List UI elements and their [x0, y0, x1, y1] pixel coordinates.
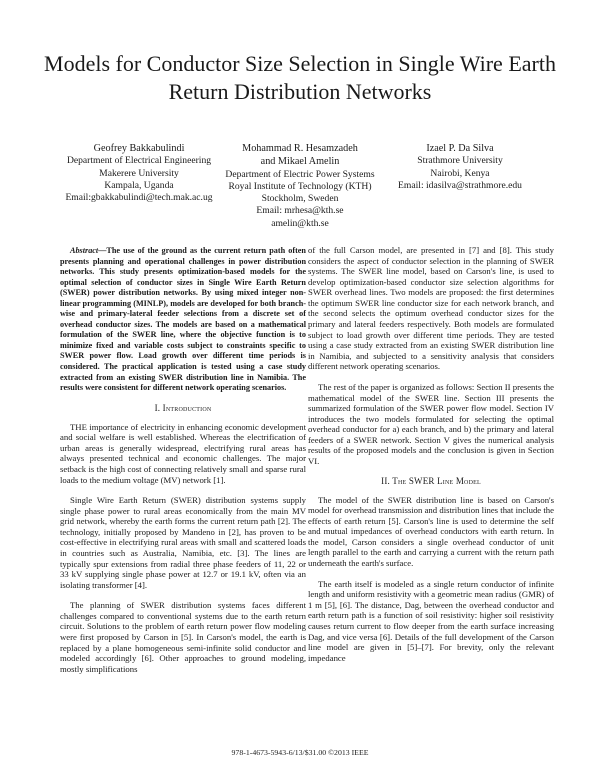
body-paragraph: THE importance of electricity in enhancing economic development and social welfare is well established. Whereas the electrification of urban areas is generally widespread, electrifying rural areas has always presented technical and economic challenges. The major setback is the high cost of connecting relatively small and sparse rural loads to the medium voltage (MV) network [1].	[60, 421, 306, 485]
author-block-3	[380, 142, 540, 192]
body-paragraph: The model of the SWER distribution line is based on Carson's model for overhead transmission and distribution lines that include the effects of earth return [5]. Carson's line is used to determine the self and mutual impedances of overhead conductors with earth return. In the model, Carson considers a single overhead conductor of unit length parallel to the earth and carrying a current with the return path underneath the earth's surface.	[308, 494, 554, 569]
abstract-lead: Abstract—	[70, 246, 107, 255]
author-affiliation-line: Department of Electric Power Systems	[225, 168, 375, 180]
author-name: and Mikael Amelin	[260, 156, 340, 168]
author-affiliation-line: Royal Institute of Technology (KTH)	[228, 181, 372, 193]
author-affiliation-line: Nairobi, Kenya	[430, 167, 490, 179]
author-email: Email:gbakkabulindi@tech.mak.ac.ug	[65, 192, 213, 204]
author-affiliation-line: Department of Electrical Engineering	[66, 155, 212, 167]
section-heading-introduction: I. Introduction	[154, 402, 212, 413]
author-affiliation-line: Kampala, Uganda	[104, 179, 174, 191]
author-name: Geofrey Bakkabulindi	[93, 143, 185, 154]
author-affiliation-line: Makerere University	[99, 167, 179, 179]
left-column	[60, 246, 306, 674]
section-heading-swer-line-model: II. The SWER Line Model	[381, 475, 481, 486]
right-column	[308, 245, 554, 663]
author-affiliation-line: Strathmore University	[417, 155, 503, 167]
body-paragraph: The earth itself is modeled as a single return conductor of infinite length and uniform resistivity with a geometric mean radius (GMR) of 1 m [5], [6]. The distance, Dag, between the overhead conductor and earth return path is a function of soil resistivity: higher soil resistivity causes return current to flow deeper from the earth surface increasing Dag, and vice versa [6]. Details of the full development of the Carson line model are given in [5]–[7]. For brevity, only the relevant impedance	[308, 578, 554, 663]
author-email: Email: idasilva@strathmore.edu	[398, 179, 522, 191]
body-paragraph: The rest of the paper is organized as follows: Section II presents the mathematical model of the SWER line. Section III presents the summarized formulation of the SWER power flow model. Section IV introduces the two models formulated for selecting the optimal overhead conductor for a) each branch, and b) the primary and lateral feeders of a SWER network. Section V gives the numerical analysis results of the proposed models and the conclusion is given in Section VI.	[308, 381, 554, 466]
abstract-text: The use of the ground as the current return path often presents planning and operational challenges in power distribution networks. This study presents optimization-based models for the optimal selection of conductor sizes in Single Wire Earth Return (SWER) power distribution networks. By using mixed integer non-linear programming (MINLP), models are developed for both branch-wise and primary-lateral feeder selections from a discrete set of overhead conductor sizes. The models are based on a mathematical formulation of the SWER line, where the objective function is to minimize fixed and variable costs subject to constraints specific to SWER power flow. Load growth over different time periods is considered. The practical application is tested using a case study extracted from an existing SWER distribution line in Namibia. The results were consistent for different network operating scenarios.	[60, 246, 306, 393]
body-paragraph: Single Wire Earth Return (SWER) distribution systems supply single phase power to rural areas economically from the main MV grid network, whereby the earth forms the current return path [2]. The technology, initially proposed by Mandeno in [2], has proven to be cost-effective in electrifying rural areas with small and scattered loads in countries such as Australia, Namibia, etc. [3]. The lines are typically spur extensions from radial three phase feeders of 11, 22 or 33 kV supplying single phase power at 12.7 or 19.1 kV, often via an isolating transformer [4].	[60, 495, 306, 590]
abstract	[60, 246, 306, 394]
author-name: Izael P. Da Silva	[426, 143, 494, 154]
paper-title: Models for Conductor Size Selection in Single Wire Earth Return Distribution Networks	[44, 51, 556, 104]
body-paragraph: The planning of SWER distribution systems faces different challenges compared to conventional systems due to the earth return circuit. Solutions to the problem of earth return power flow modeling were first proposed by Carson in [5]. In Carson's model, the earth is replaced by a plane homogeneous semi-infinite solid conductor and modeled accordingly [6]. Other approaches to ground modeling, mostly simplifications	[60, 600, 306, 674]
author-email: amelin@kth.se	[271, 217, 329, 229]
copyright-footer: 978-1-4673-5943-6/13/$31.00 ©2013 IEEE	[231, 748, 369, 757]
author-email: Email: mrhesa@kth.se	[256, 205, 344, 217]
author-block-2	[222, 142, 378, 230]
body-paragraph: of the full Carson model, are presented in [7] and [8]. This study considers the aspect of conductor selection in the planning of SWER systems. The SWER line model, based on Carson's line, is used to develop optimization-based conductor size selection algorithms for SWER overhead lines. Two models are proposed: the first determines the optimum SWER line conductor size for each network branch, and the second selects the optimum overhead conductor sizes for the primary and lateral feeders respectively. Both models are formulated subject to load growth over different time periods. They are tested using a case study extracted from an existing SWER distribution line in Namibia, and subjected to a sensitivity analysis that considers different network operating scenarios.	[308, 245, 554, 372]
author-affiliation-line: Stockholm, Sweden	[261, 193, 339, 205]
author-block-1	[54, 142, 224, 204]
author-name: Mohammad R. Hesamzadeh	[242, 143, 358, 154]
